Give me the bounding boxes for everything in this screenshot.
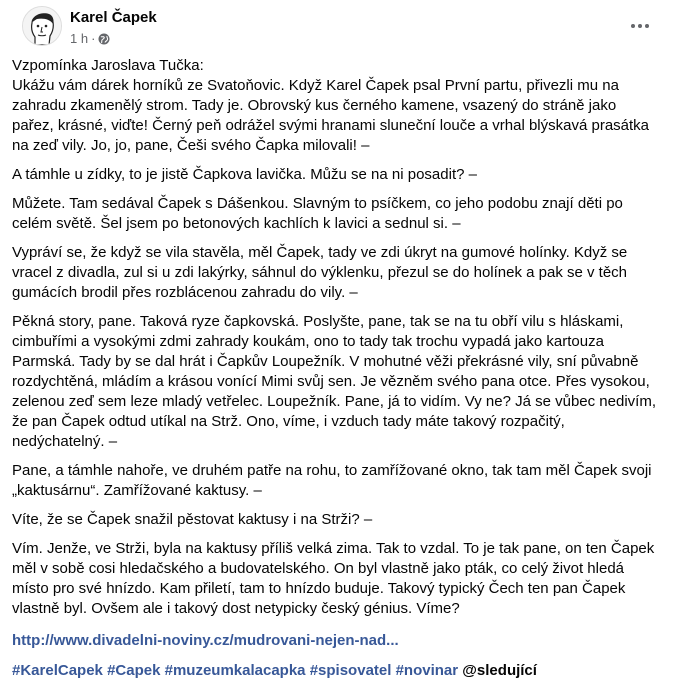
post-paragraph: Vím. Jenže, ve Strži, byla na kaktusy příliš velká zima. Tak to vzdal. To je tak pane, on ten Čapek měl v sobě cosi hledačského a budovatelského. On byl vlastně jako pták, co celý život hledá místo pro své hnízdo. Kam přiletí, tam to hnízdo buduje. Takový typický Čech ten pan Čapek vlastně byl. Ovšem ale i takový dost netypicky český génius. Víme? (12, 540, 655, 617)
portrait-drawing-icon (23, 7, 61, 45)
hashtag-line (12, 661, 656, 681)
article-link[interactable]: http://www.divadelni-noviny.cz/mudrovani-nejen-nad... (12, 632, 399, 649)
hashtag-link[interactable]: #muzeumkalacapka (164, 662, 306, 679)
hashtag-link[interactable]: #spisovatel (309, 662, 392, 679)
post-paragraph: Pěkná story, pane. Taková ryze čapkovská. Poslyšte, pane, tak se na tu obří vilu s hláskami, cimbuřími a vysokými zdmi zahrady koukám, ono to tady tak trochu vypadá jako kartouza Parmská. Tady by se dal hrát i Čapkův Loupežník. V mohutné věži překrásné vily, sní půvabně rozdychtěná, mládím a krásou vonící Mimi svůj sen. Je vězněm svého pana otce. Přes vysokou, zelenou zeď sem leze mladý vetřelec. Loupežník. Pane, já to vidím. Vy ne? Já se vůbec nedivím, že pan Čapek odtud utíkal na Strž. Ono, víme, i vzduch tady máte takový rozpačitý, nedýchatelný. – (12, 313, 656, 450)
post-meta (70, 31, 110, 46)
post-paragraph: Víte, že se Čapek snažil pěstovat kaktusy i na Strži? – (12, 511, 373, 528)
globe-icon[interactable] (98, 33, 110, 45)
post-time[interactable]: 1 h (70, 31, 89, 46)
post-paragraph: Vzpomínka Jaroslava Tučka: Ukážu vám dárek horníků ze Svatoňovic. Když Karel Čapek psal První partu, přivezli mu na zahradu zkamenělý strom. Tady je. Obrovský kus černého kamene, vsazený do stráně jako pařez, krásné, viďte! Černý peň odrážel svými hranami sluneční louče a vrhal blýskavá prasátka na zeď vily. Jo, jo, pane, Češi svého Čapka milovali! – (12, 57, 650, 154)
post-paragraph: Vypráví se, že když se vila stavěla, měl Čapek, tady ve zdi úkryt na gumové holínky. Když se vracel z divadla, zul si u zdi lakýrky, sáhnul do výklenku, přezul se do holínek a pak se v těch gumácích brodil přes rozblácenou zahradu do vily. – (12, 244, 628, 301)
post-paragraph: Pane, a támhle nahoře, ve druhém patře na rohu, to zamřížované okno, tak tam měl Čapek svoji „kaktusárnu“. Zamřížované kaktusy. – (12, 462, 652, 499)
meta-separator: · (91, 31, 96, 46)
post-header (12, 0, 664, 52)
post-paragraph: A támhle u zídky, to je jistě Čapkova lavička. Můžu se na ni posadit? – (12, 166, 477, 183)
hashtag-link[interactable]: #KarelCapek (12, 662, 103, 679)
more-horizontal-icon (630, 23, 650, 29)
post-paragraph: Můžete. Tam sedával Čapek s Dášenkou. Slavným to psíčkem, co jeho podobu znají děti po celém světě. Šel jsem po betonových kachlích k lavici a sednul si. – (12, 195, 623, 232)
post-content (12, 56, 664, 681)
author-name[interactable]: Karel Čapek (70, 9, 157, 26)
followers-mention[interactable]: @sledující (462, 662, 537, 679)
more-options-button[interactable] (626, 12, 654, 40)
hashtag-link[interactable]: #Capek (107, 662, 161, 679)
author-avatar[interactable] (22, 6, 62, 46)
hashtag-link[interactable]: #novinar (395, 662, 459, 679)
